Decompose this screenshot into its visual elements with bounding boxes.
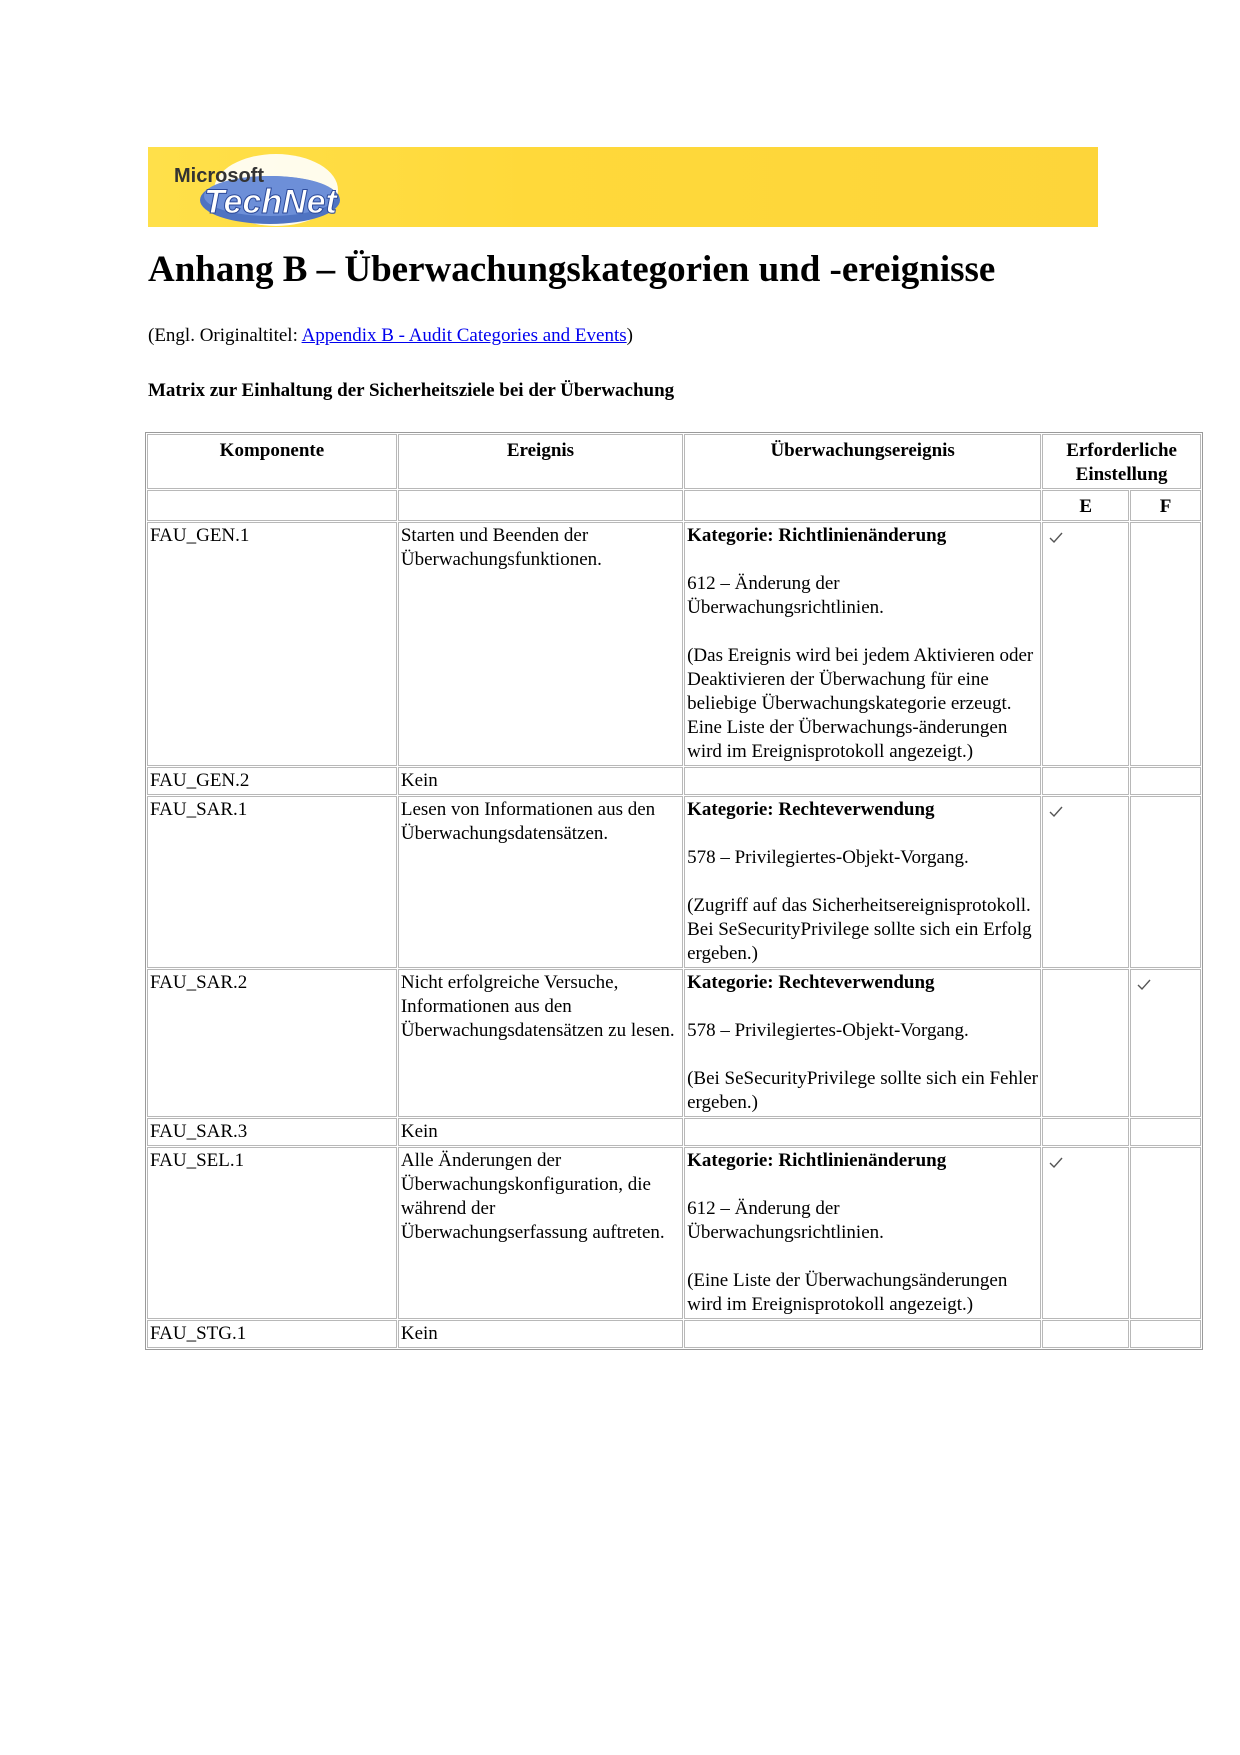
subtitle-suffix: ) [626, 325, 633, 346]
table-row [147, 796, 1201, 968]
section-title: Matrix zur Einhaltung der Sicherheitsziele bei der Überwachung [148, 380, 675, 401]
header-ueberwachungsereignis: Überwachungsereignis [684, 434, 1041, 489]
cell-ueberwachungsereignis [684, 767, 1041, 795]
technet-logo-graphic [168, 148, 368, 228]
cell-setting-f [1130, 969, 1201, 1117]
cell-komponente: FAU_GEN.2 [147, 767, 397, 795]
cell-komponente: FAU_SAR.3 [147, 1118, 397, 1146]
table-row [147, 522, 1201, 766]
original-title-line [148, 325, 633, 347]
header-f: F [1130, 490, 1201, 521]
event-id-text: 578 – Privilegiertes-Objekt-Vorgang. [687, 847, 969, 868]
cell-ueberwachungsereignis [684, 522, 1041, 766]
table-row [147, 767, 1201, 795]
event-id-text: 612 – Änderung der Überwachungsrichtlinien. [687, 573, 884, 618]
cell-komponente: FAU_SAR.1 [147, 796, 397, 968]
cell-setting-e [1042, 1147, 1129, 1319]
subheader-empty [684, 490, 1041, 521]
cell-ereignis: Alle Änderungen der Überwachungskonfiguration, die während der Überwachungserfassung auftreten. [398, 1147, 683, 1319]
event-note: (Zugriff auf das Sicherheitsereignisprotokoll. Bei SeSecurityPrivilege sollte sich ein Erfolg ergeben.) [687, 895, 1032, 964]
original-title-link[interactable]: Appendix B - Audit Categories and Events [301, 325, 627, 346]
subheader-empty [398, 490, 683, 521]
header-ereignis: Ereignis [398, 434, 683, 489]
cell-ereignis: Starten und Beenden der Überwachungsfunktionen. [398, 522, 683, 766]
cell-komponente: FAU_SEL.1 [147, 1147, 397, 1319]
table-row [147, 969, 1201, 1117]
cell-ueberwachungsereignis [684, 796, 1041, 968]
cell-setting-f [1130, 767, 1201, 795]
subtitle-prefix: (Engl. Originaltitel: [148, 325, 302, 346]
cell-ereignis: Lesen von Informationen aus den Überwachungsdatensätzen. [398, 796, 683, 968]
event-note: (Bei SeSecurityPrivilege sollte sich ein Fehler ergeben.) [687, 1068, 1038, 1113]
event-category: Kategorie: Rechteverwendung [687, 799, 935, 820]
header-komponente: Komponente [147, 434, 397, 489]
cell-setting-f [1130, 1147, 1201, 1319]
event-id-text: 612 – Änderung der Überwachungsrichtlinien. [687, 1198, 884, 1243]
event-category: Kategorie: Rechteverwendung [687, 972, 935, 993]
cell-setting-e [1042, 767, 1129, 795]
cell-ereignis: Kein [398, 1320, 683, 1348]
audit-matrix-table [145, 432, 1203, 1350]
event-category: Kategorie: Richtlinienänderung [687, 1150, 947, 1171]
cell-setting-e [1042, 796, 1129, 968]
cell-ereignis: Nicht erfolgreiche Versuche, Informationen aus den Überwachungsdatensätzen zu lesen. [398, 969, 683, 1117]
logo-brand-small: Microsoft [174, 165, 264, 187]
cell-ueberwachungsereignis [684, 1118, 1041, 1146]
checkmark-icon [1045, 524, 1126, 544]
cell-setting-e [1042, 522, 1129, 766]
table-subheader-row [147, 490, 1201, 521]
cell-setting-f [1130, 1320, 1201, 1348]
cell-setting-f [1130, 1118, 1201, 1146]
cell-setting-f [1130, 796, 1201, 968]
checkmark-icon [1133, 971, 1198, 991]
event-note: (Eine Liste der Überwachungsänderungen wird im Ereignisprotokoll angezeigt.) [687, 1270, 1008, 1315]
header-erforderliche-einstellung: Erforderliche Einstellung [1042, 434, 1201, 489]
cell-ueberwachungsereignis [684, 1147, 1041, 1319]
cell-ueberwachungsereignis [684, 969, 1041, 1117]
cell-setting-e [1042, 1118, 1129, 1146]
checkmark-icon [1045, 798, 1126, 818]
cell-ueberwachungsereignis [684, 1320, 1041, 1348]
table-header-row [147, 434, 1201, 489]
cell-komponente: FAU_SAR.2 [147, 969, 397, 1117]
header-e: E [1042, 490, 1129, 521]
technet-logo [168, 148, 368, 228]
event-category: Kategorie: Richtlinienänderung [687, 525, 947, 546]
cell-komponente: FAU_GEN.1 [147, 522, 397, 766]
logo-brand-large: TechNet [204, 183, 337, 221]
cell-komponente: FAU_STG.1 [147, 1320, 397, 1348]
event-note: (Das Ereignis wird bei jedem Aktivieren oder Deaktivieren der Überwachung für eine beliebige Überwachungskategorie erzeugt. Eine Liste der Überwachungs-änderungen wird im Ereignisprotokoll angezeigt.) [687, 645, 1034, 762]
cell-setting-f [1130, 522, 1201, 766]
table-row [147, 1118, 1201, 1146]
cell-setting-e [1042, 1320, 1129, 1348]
cell-setting-e [1042, 969, 1129, 1117]
cell-ereignis: Kein [398, 767, 683, 795]
table-row [147, 1147, 1201, 1319]
table-row [147, 1320, 1201, 1348]
subheader-empty [147, 490, 397, 521]
event-id-text: 578 – Privilegiertes-Objekt-Vorgang. [687, 1020, 969, 1041]
checkmark-icon [1045, 1149, 1126, 1169]
page-title: Anhang B – Überwachungskategorien und -ereignisse [148, 249, 996, 290]
cell-ereignis: Kein [398, 1118, 683, 1146]
